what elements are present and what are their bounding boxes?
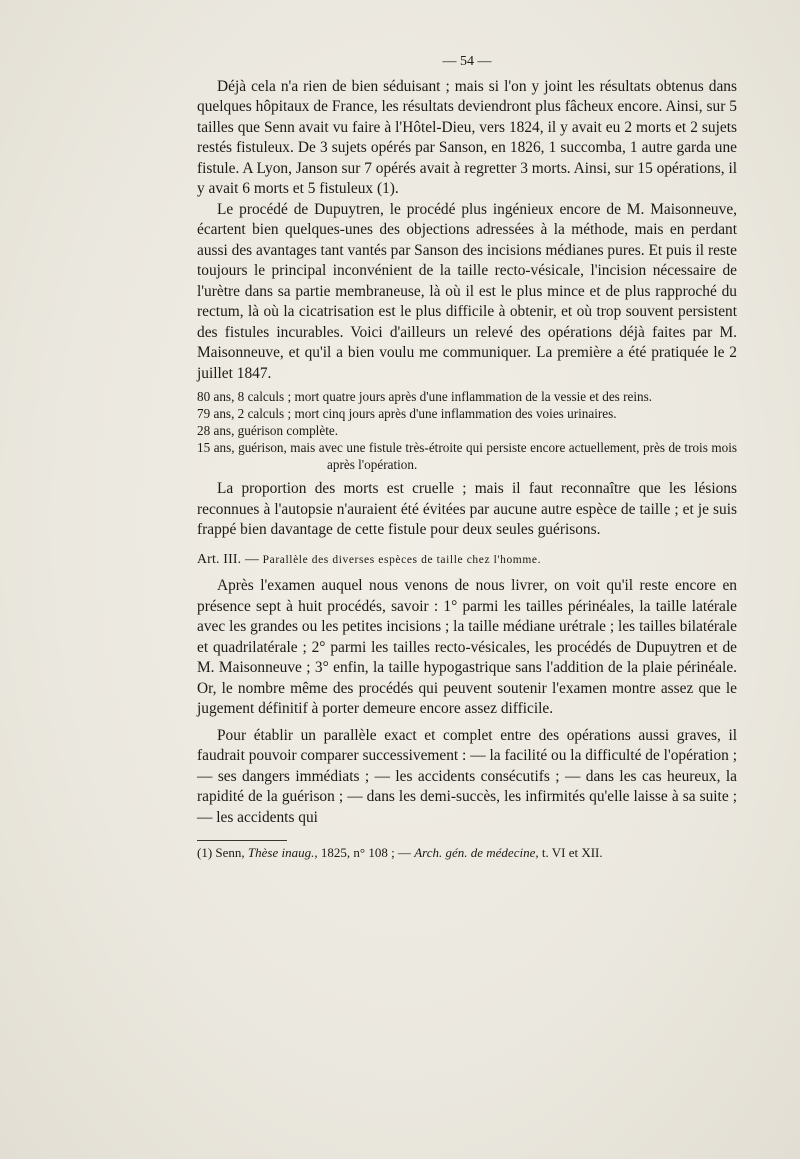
case-age: 79 ans,: [197, 406, 235, 421]
case-item: [197, 405, 737, 422]
article-title: Parallèle des diverses espèces de taille chez l'homme.: [262, 553, 542, 566]
case-age: 15 ans,: [197, 440, 235, 455]
footnote-volumes: t. VI et XII.: [541, 845, 603, 860]
page-text: [197, 52, 737, 861]
case-result: guérison, mais avec une fistule très-étroite qui persiste encore actuellement, près de trois mois après l'opération.: [238, 440, 738, 472]
article-dash: —: [244, 550, 259, 566]
paragraph-parallele: Pour établir un parallèle exact et complet entre des opérations aussi graves, il faudrait pouvoir comparer successivement : — la facilité ou la difficulté de l'opération ; — ses dangers immédiats ; — les accidents consécutifs ; — dans les cas heureux, la rapidité de la guérison ; — dans les demi-succès, les infirmités qu'elle laisse à sa suite ; — les accidents qui: [197, 726, 737, 826]
footnote-author: Senn,: [215, 845, 245, 860]
case-age: 80 ans,: [197, 389, 235, 404]
footnote-work: Thèse inaug.,: [247, 845, 318, 860]
article-number: Art. III.: [197, 550, 242, 566]
footnote-journal: Arch. gén. de médecine,: [414, 845, 539, 860]
case-item: [197, 439, 737, 473]
case-result: guérison complète.: [237, 423, 339, 438]
footnote: [197, 845, 737, 861]
article-heading: [197, 549, 737, 571]
footnote-details: 1825, n° 108 ; —: [320, 845, 411, 860]
paragraph-procedes: Après l'examen auquel nous venons de nous livrer, on voit qu'il reste encore en présence sept à huit procédés, savoir : 1° parmi les tailles périnéales, la taille latérale avec les grandes ou les petites incisions ; la taille médiane urétrale ; les tailles bilatérale et quadrilatérale ; 2° parmi les tailles recto-vésicales, les procédés de Dupuytren et de M. Maisonneuve ; 3° enfin, la taille hypogastrique sans l'addition de la plaie périnéale. Or, le nombre même des procédés qui peuvent soutenir l'examen montre assez que le jugement définitif à porter demeure encore assez difficile.: [197, 577, 737, 717]
case-item: [197, 388, 737, 405]
case-result: mort quatre jours après d'une inflammation de la vessie et des reins.: [294, 389, 653, 404]
case-item: [197, 422, 737, 439]
paragraph-senn-results: Déjà cela n'a rien de bien séduisant ; mais si l'on y joint les résultats obtenus dans quelques hôpitaux de France, les résultats deviendront plus fâcheux encore. Ainsi, sur 5 tailles que Senn avait vu faire à l'Hôtel-Dieu, vers 1824, il y avait eu 2 morts et 2 sujets restés fistuleux. De 3 sujets opérés par Sanson, en 1826, 1 succomba, 1 autre garda une fistule. A Lyon, Janson sur 7 opérés avait à regretter 3 morts. Ainsi, sur 15 opérations, il y avait 6 morts et 5 fistuleux (1).: [197, 77, 737, 197]
case-list: [197, 388, 737, 473]
case-calculs: 8 calculs ;: [237, 389, 292, 404]
case-calculs: 2 calculs ;: [237, 406, 292, 421]
footnote-marker: (1): [197, 845, 213, 860]
page-number: — 54 —: [442, 54, 492, 69]
paragraph-dupuytren-maisonneuve: Le procédé de Dupuytren, le procédé plus ingénieux encore de M. Maisonneuve, écartent bien quelques-unes des objections adressées à la méthode, mais en perdant aussi des avantages tant vantés par Sanson des incisions médianes pures. Et puis il reste toujours le principal inconvénient de la taille recto-vésicale, l'incision nécessaire de l'urètre dans sa partie membraneuse, là où il est le plus mince et de plus rapproché du rectum, là où la cicatrisation est le plus difficile à obtenir, et où trop souvent persistent des fistules incurables. Voici d'ailleurs un relevé des opérations déjà faites par M. Maisonneuve, et qu'il a bien voulu me communiquer. La première a été pratiquée le 2 juillet 1847.: [197, 200, 737, 382]
case-result: mort cinq jours après d'une inflammation des voies urinaires.: [294, 406, 617, 421]
case-age: 28 ans,: [197, 423, 235, 438]
paragraph-proportion-morts: La proportion des morts est cruelle ; mais il faut reconnaître que les lésions reconnues à l'autopsie n'auraient été évitées par aucune autre espèce de taille ; et je suis frappé bien davantage de cette fistule pour deux seules guérisons.: [197, 480, 737, 538]
footnote-divider: [197, 840, 287, 841]
